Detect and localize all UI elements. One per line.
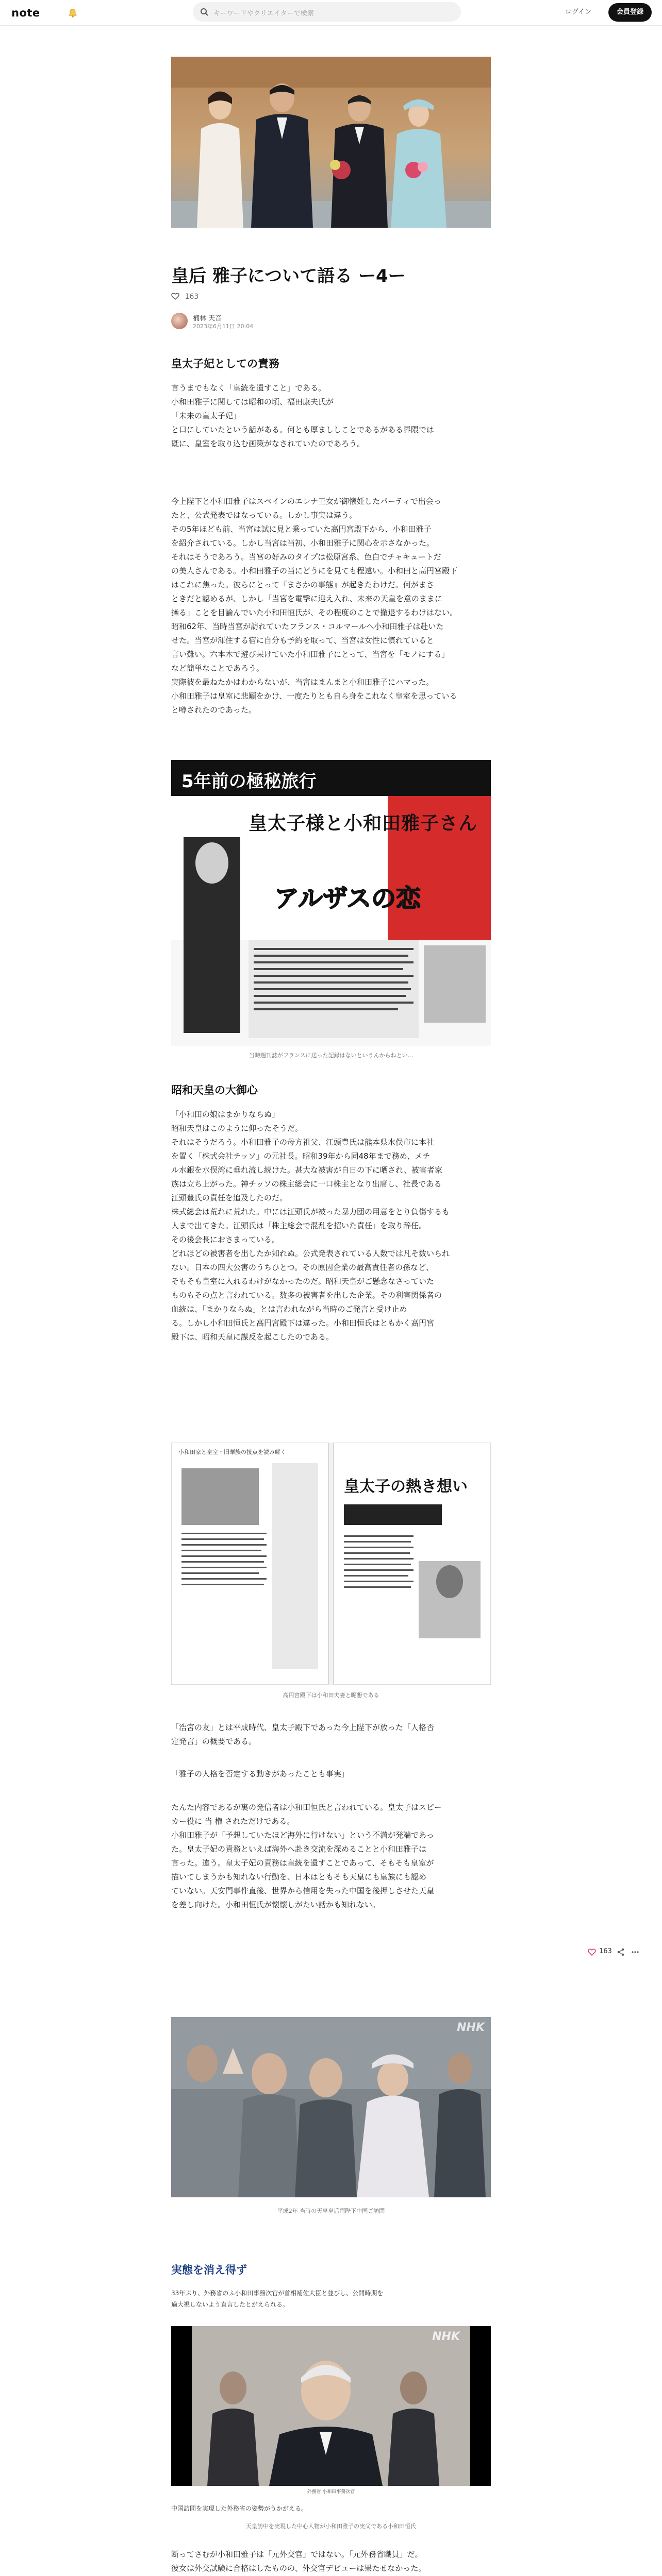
heart-icon[interactable] [171, 293, 179, 300]
publish-date: 2023年6月11日 20:04 [193, 323, 254, 330]
section-heading-1: 皇太子妃としての責務 [171, 358, 279, 370]
nhk-watermark-2: NHK [432, 2330, 460, 2343]
magazine-clipping-2 [171, 1443, 491, 1685]
section-5-paragraph-2: 断ってさむが小和田雅子は「元外交官」ではない。「元外務省職員」だ。 彼女は外交試験に合格はしたものの、外交官デビューは果たせなかった。 [171, 2550, 426, 2573]
section-2-paragraph-1: 「小和田の娘はまかりならぬ」 昭和天皇はこのように仰ったそうだ。 それはそうだろう。小和田雅子の母方祖父、江頭豊氏は熊本県水俣市に本社 を置く「株式会社チッソ」の元社長。昭和39年から同48年まで務め、メチ ル水銀を水俣湾に垂れ流し続けた。甚大な被害が自日の下に晒され、被害者家 族は立ち上がった。神チッソの株主総会に一口株主となり出席し、社長である 江頭豊氏の責任を追及したのだ。 株式総会は荒れに荒れた。中には江頭氏が被った暴力団の用意をとり負傷するも 人まで出てきた。江頭氏は「株主総会で混乱を招いた責任」を取り辞任。 その後会長におさまっている。 どれほどの被害者を出したか知れぬ。公式発表されている人数では凡そ数いられ ない。日本の四大公害のうちひとつ。その原因企業の最高責任者の孫など、 そもそも皇室に入れるわけがなかったのだ。昭和天皇がご懸念なさっていた ものもその点と言われている。数多の被害者を出した企業。その利害関係者の 血統は、「まかりならぬ」とは言われながら当時のご発言と受け止め る。しかし小和田恒氏と高円宮殿下は違った。小和田恒氏はともかく高円宮 殿下は、昭和天皇に謀反を起こしたのである。 [171, 1110, 450, 1342]
nhk-watermark: NHK [457, 2021, 485, 2034]
author-row[interactable] [171, 312, 491, 332]
heart-icon[interactable] [588, 1948, 596, 1956]
clip-sub-title: アルザスの恋 [274, 884, 421, 913]
top-header [0, 0, 662, 26]
photo-emperor-china-visit [171, 2017, 491, 2197]
section-3-paragraph-2: 「雅子の人格を否定する動きがあったことも事実」 [171, 1769, 349, 1778]
figure-caption-3: 平成2年 当時の天皇皇后両陛下中国ご訪問 [277, 2208, 385, 2214]
figure-caption-2: 高円宮殿下は小和田夫妻と昵懇である [283, 1692, 379, 1699]
section-heading-2: 昭和天皇の大御心 [171, 1084, 258, 1096]
figure-caption-4: 中国訪問を実現した外務省の姿勢がうかがえる。 [171, 2505, 308, 2512]
clip-left-header: 小和田家と皇室・旧華族の接点を読み解く [178, 1449, 286, 1455]
share-icon[interactable] [617, 1948, 625, 1956]
figure-caption-1: 当時週刊誌がフランスに送った記録はないというんからねとい... [249, 1052, 413, 1059]
side-actions [588, 1946, 650, 1959]
note-logo[interactable]: note [11, 7, 40, 19]
like-count: 163 [185, 293, 199, 301]
photo-inner-caption: 外務省 小和田事務次官 [307, 2489, 355, 2495]
login-link[interactable]: ログイン [565, 8, 592, 16]
section-3-paragraph-1: 「浩宮の友」とは平成時代、皇太子殿下であった今上陛下が放った「人格否 定発言」の概要である。 [171, 1723, 434, 1746]
search-input[interactable] [193, 2, 461, 22]
search-icon [200, 8, 208, 16]
search-placeholder: キーワードやクリエイターで検索 [213, 10, 314, 18]
clip-headline: 5年前の極秘旅行 [181, 771, 317, 792]
article-title: 皇后 雅子について語る ー4ー [171, 266, 406, 286]
figure-caption-5: 天皇訪中を実現した中心人物が小和田雅子の実父である小和田恒氏 [246, 2523, 416, 2530]
section-1-paragraph-2: 今上陛下と小和田雅子はスペインのエレナ王女が御懐妊したパーティで出会っ たと、公式発表ではなっている。しかし事実は違う。 その5年ほども前、当宮は試に見と乗っていた高円宮殿下から、小和田雅子 を紹介されている。しかし当宮は当初、小和田雅子に関心を示さなかった。 それはそうであろう。当宮の好みのタイプは松原宮系、色白でチャキュートだ の美人さんである。小和田雅子の当にどうにを見ても程遠い。小和田と高円宮殿下 はこれに焦った。彼らにとって『まさかの事態』が起きたわけだ。何がまさ ときだと認めるが、しかし「当宮を電撃に迎え入れ、未来の天皇を意のままに 操る」ことを目論んでいた小和田恒氏が、その程度のことで撤退するわけはない。 昭和62年、当時当宮が訪れていたフランス・コルマールへ小和田雅子は赴いた せた。当宮が渾住する宿に自分も予約を取って、当宮は女性に慣れていると 言い難い。六本木で遊び呆けていた小和田雅子にとって、当宮を「モノにする」 など簡単なことであろう。 実際彼を最ねたかはわからないが、当宮はまんまと小和田雅子にハマった。 小和田雅子は皇室に悲願をかけ、一度たりとも自ら身をこれなく皇室を思っている と噂されたのであった。 [171, 497, 458, 715]
like-counter-top[interactable] [171, 293, 491, 303]
signup-button[interactable]: 会員登録 [608, 3, 652, 22]
clip-right-title: 皇太子の熱き想い [344, 1478, 468, 1496]
author-name[interactable]: 楠林 天音 [193, 315, 222, 323]
hero-photo [171, 57, 491, 228]
bell-icon[interactable] [67, 8, 78, 18]
section-heading-3: 実態を消え得ず [171, 2264, 247, 2276]
side-like-count: 163 [599, 1947, 612, 1955]
section-5-paragraph-1: 33年ぶり、外務省のふ小和田事務次官が首相補佐大臣と並びし、公開時期を 過大視しないよう直言したとがえられる。 [171, 2290, 384, 2308]
section-3-paragraph-3: たんた内容であるが裏の発信者は小和田恒氏と言われている。皇太子はスピー カー役に 当 権 されただけである。 小和田雅子が「予想していたほど海外に行けない」という不満が発端であっ た。皇太子妃の責務といえば海外へ赴き交流を深めることと小和田雅子は 言った。違う。皇太子妃の責務は皇統を遺すことであって、そもそも皇室が 描いてしまうかも知れない行動を、日本はともそも天皇にも皇族にも認め ていない。天安門事件直後、世界から信用を失った中国を後押しさせた天皇 を差し向けた。小和田恒氏が懐懐しがたい話かも知れない。 [171, 1803, 442, 1909]
magazine-clipping-1 [171, 760, 491, 1046]
clip-main-title: 皇太子様と小和田雅子さん [249, 813, 478, 834]
photo-owada-hisashi [171, 2326, 491, 2496]
section-1-paragraph-1: 言うまでもなく「皇統を遺すこと」である。 小和田雅子に関しては昭和の頃、福田康夫氏が 「未来の皇太子妃」 と口にしていたという話がある。何とも厚まししことであるがある界隈では 既に、皇室を取り込む画策がなされていたのであろう。 [171, 383, 435, 448]
author-avatar[interactable] [171, 313, 188, 329]
more-icon[interactable] [631, 1948, 639, 1956]
